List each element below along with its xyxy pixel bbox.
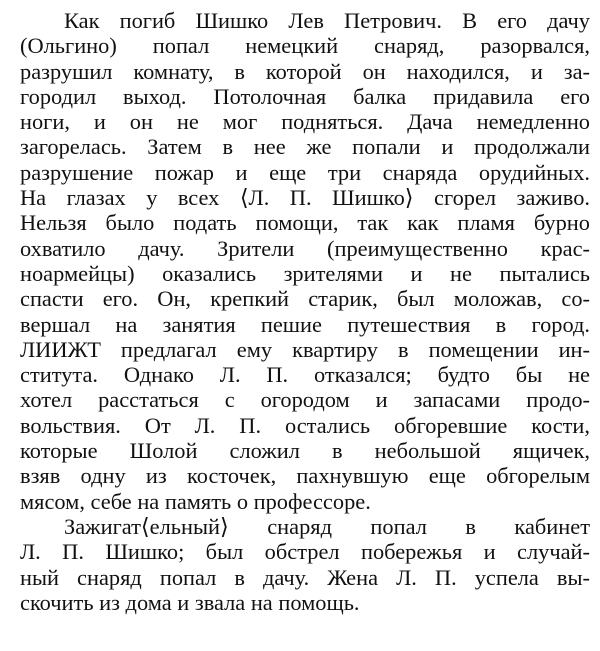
text-line: Как погиб Шишко Лев Петрович. В его дачу — [64, 8, 590, 33]
text-line: охватило дачу. Зрители (преимущественно крас- — [20, 235, 590, 261]
text-line: Зажигат⟨ельный⟩ снаряд попал в кабинет — [64, 513, 590, 539]
text-line: взяв одну из косточек, пахнувшую еще обгорелым — [20, 463, 590, 489]
text-line: городил выход. Потолочная балка придавила его — [20, 83, 590, 109]
paragraph — [20, 514, 590, 615]
text-line: загорелась. Затем в нее же попали и продолжали — [20, 134, 590, 160]
text-line: Л. П. Шишко; был обстрел побережья и случай- — [20, 539, 590, 565]
text-line: спасти его. Он, крепкий старик, был моложав, со- — [20, 286, 590, 312]
paragraph — [20, 8, 590, 514]
text-line: ноармейцы) оказались зрителями и не пытались — [20, 260, 590, 286]
text-line: Нельзя было подать помощи, так как пламя бурно — [20, 210, 590, 236]
text-line: разрушил комнату, в которой он находился, и за- — [20, 58, 590, 84]
text-line: ноги, и он не мог подняться. Дача немедленно — [20, 109, 590, 135]
text-line: ный снаряд попал в дачу. Жена Л. П. успела вы- — [20, 564, 590, 590]
text-line: (Ольгино) попал немецкий снаряд, разорвался, — [20, 33, 590, 59]
text-line: ститута. Однако Л. П. отказался; будто бы не — [20, 362, 590, 388]
text-line: разрушение пожар и еще три снаряда орудийных. — [20, 159, 590, 185]
text-line: На глазах у всех ⟨Л. П. Шишко⟩ сгорел заживо. — [20, 185, 590, 211]
text-line: которые Шолой сложил в небольшой ящичек, — [20, 438, 590, 464]
text-line: ЛИИЖТ предлагал ему квартиру в помещении ин- — [20, 336, 590, 362]
text-line: вольствия. От Л. П. остались обгоревшие кости, — [20, 412, 590, 438]
text-line: вершал на занятия пешие путешествия в город. — [20, 311, 590, 337]
text-line: скочить из дома и звала на помощь. — [20, 589, 360, 615]
text-line: хотел расстаться с огородом и запасами продо- — [20, 387, 590, 413]
text-line: мясом, себе на память о профессоре. — [20, 488, 371, 514]
